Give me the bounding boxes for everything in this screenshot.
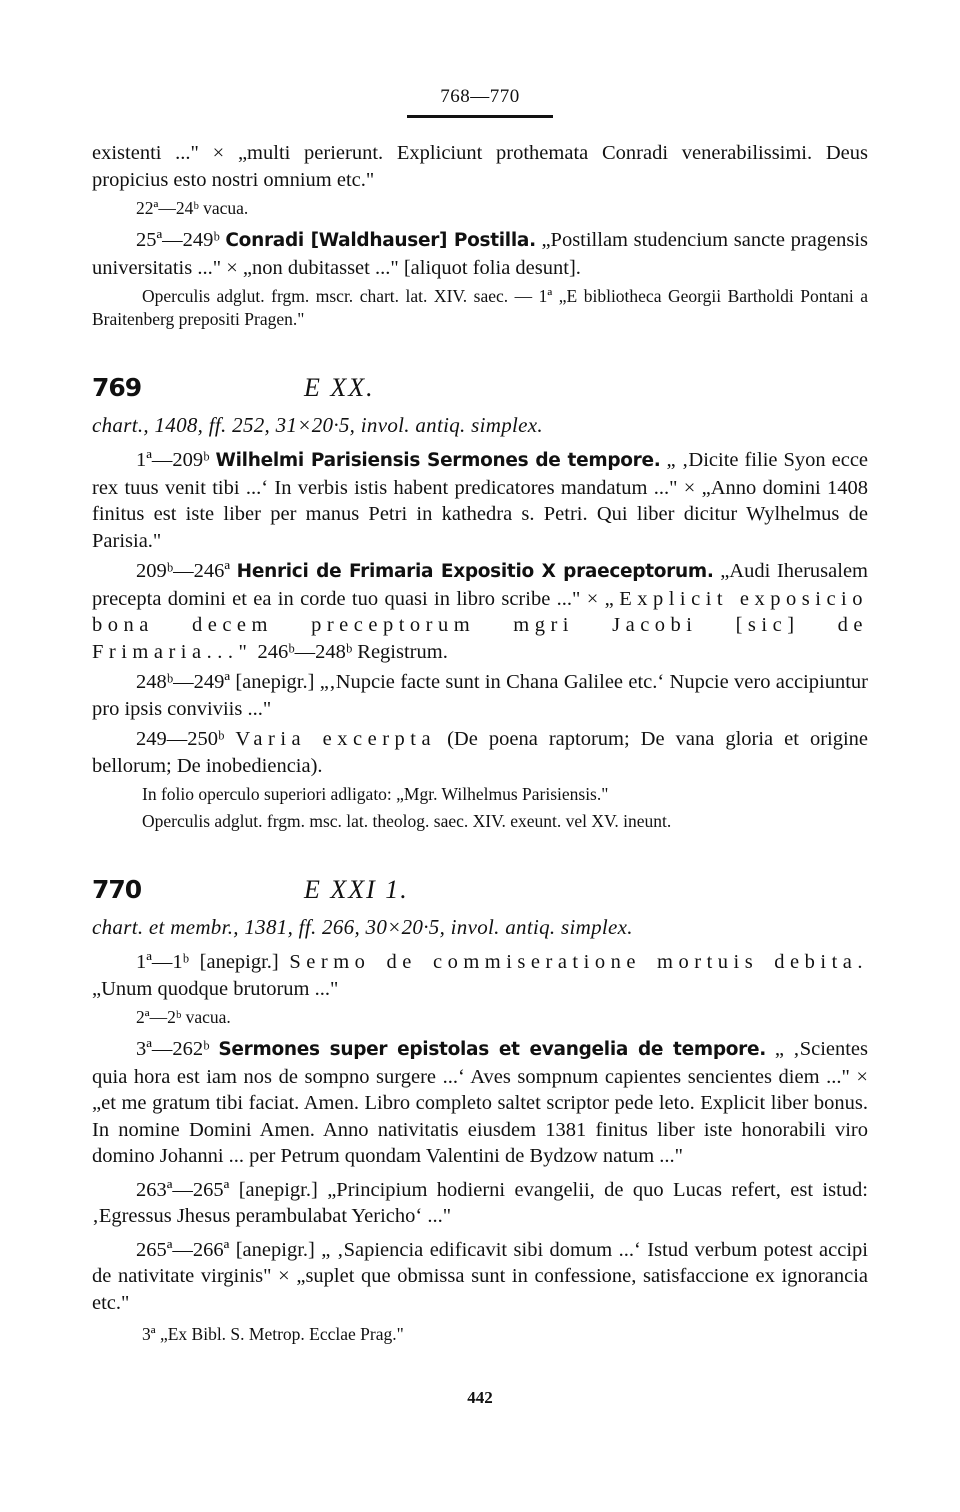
paragraph-expositio	[92, 558, 868, 665]
entry-769	[92, 373, 868, 833]
entry-770	[92, 875, 868, 1346]
entry-number: 769	[92, 373, 142, 402]
spaced-title: Varia excerpta	[235, 728, 437, 750]
folio-range: 1ª—209ᵇ	[136, 449, 210, 471]
paragraph-sermones-epistolas	[92, 1036, 868, 1170]
header-rule	[407, 115, 553, 118]
incipit-text: „ ‚Dicite filie Syon ecce rex tuus venit tibi ...‘ In verbis istis habent predicatores mandatum ..." × „Anno domini 1408 finitus est iste liber per manus Petri in kathedra s. Petri. Qui liber dicitur Wylhelmus de Parisia."	[92, 449, 869, 552]
paragraph-varia	[92, 726, 868, 779]
entry-heading	[92, 875, 868, 905]
folio-range: 3ª—262ᵇ	[136, 1038, 210, 1060]
provenance-note: Operculis adglut. frgm. mscr. chart. lat. XIV. saec. — 1ª „E bibliotheca Georgii Bartholdi Pontani a Braitenberg prepositi Pragen."	[92, 286, 868, 329]
paragraph-vacua: 2ª—2ᵇ vacua.	[136, 1007, 231, 1027]
paragraph-vacua: 22ª—24ᵇ vacua.	[136, 198, 249, 218]
incipit-text: „ ‚Scientes quia hora est iam nos de sompno surgere ...‘ Aves sompnum capientes sencientes diem ..." × „et me gratum tibi faciat. Amen. Libro completo saltet scriptor pede leto. Explicit liber bonus. In nomine Domini Amen. Anno nativitatis eiusdem 1381 finitus liber iste honorabili viro domino Johanni ... per Petrum quondam Valentini de Bydzow natum ..."	[92, 1038, 869, 1167]
contents-text: (De poena raptorum; De vana gloria et origine bellorum; De inobediencia).	[92, 728, 869, 777]
note-operculis: Operculis adglut. frgm. msc. lat. theolog. saec. XIV. exeunt. vel XV. ineunt.	[142, 811, 672, 831]
catalog-page	[92, 86, 868, 1408]
entry-heading	[92, 373, 868, 403]
paragraph-sermones	[92, 447, 868, 554]
folio-range: 249—250ᵇ	[136, 728, 225, 750]
note-folio: In folio operculo superiori adligato: „Mgr. Wilhelmus Parisiensis."	[142, 784, 609, 804]
shelf-signature: E XXI 1.	[304, 875, 409, 904]
paragraph: existenti ..." × „multi perierunt. Expliciunt prothemata Conradi venerabilissimi. Deus propicius esto nostri omnium etc."	[92, 142, 868, 191]
anepigr-label: [anepigr.]	[199, 951, 279, 973]
paragraph-nupcie: 248ᵇ—249ª [anepigr.] „‚Nupcie facte sunt in Chana Galilee etc.‘ Nupcie vero accipiuntur pro ipsis conviviis ..."	[92, 671, 868, 720]
work-title: Conradi [Waldhauser] Postilla.	[225, 230, 536, 251]
spaced-title: Sermo de commiseratione mortuis debita.	[289, 951, 869, 973]
shelf-signature: E XX.	[304, 373, 375, 402]
page-number: 442	[467, 1388, 493, 1407]
paragraph-sermo	[92, 949, 868, 1002]
incipit-text: „Unum quodque brutorum ..."	[92, 977, 339, 1000]
codex-description: chart. et membr., 1381, ff. 266, 30×20·5, invol. antiq. simplex.	[92, 915, 633, 939]
entry-number: 770	[92, 875, 142, 904]
running-header: 768—770	[440, 86, 520, 107]
folio-range: 1ª—1ᵇ	[136, 951, 190, 973]
folio-range: 25ª—249ᵇ	[136, 229, 220, 251]
entry-768-continuation	[92, 140, 868, 331]
spaced-explicit: „Explicit exposicio bona decem preceptorum mgri Jacobi [sic] de Frimaria..."	[92, 587, 868, 663]
paragraph-sapiencia: 265ª—266ª [anepigr.] „ ‚Sapiencia edificavit sibi domum ...‘ Istud verbum potest accipi de nativitate virginis" × „suplet que obmissa sunt in confessione, satisfaccione ex ignorancia etc."	[92, 1238, 868, 1314]
work-title: Wilhelmi Parisiensis Sermones de tempore.	[215, 450, 661, 471]
codex-description: chart., 1408, ff. 252, 31×20·5, invol. antiq. simplex.	[92, 413, 543, 437]
incipit-text: „Audi Iherusalem precepta domini et ea in corde tuo quasi in libro scribe ..." ×	[92, 560, 868, 610]
folio-range: 209ᵇ—246ª	[136, 560, 231, 582]
provenance-note: 3ª „Ex Bibl. S. Metrop. Ecclae Prag."	[142, 1324, 404, 1344]
work-title: Henrici de Frimaria Expositio X praeceptorum.	[236, 561, 714, 582]
registrum-text: 246ᵇ—248ᵇ Registrum.	[257, 640, 448, 663]
incipit-text: „Postillam studencium sancte pragensis universitatis ..." × „non dubitasset ..." [aliquot folia desunt].	[92, 229, 869, 279]
paragraph-postilla	[92, 227, 868, 281]
paragraph-principium: 263ª—265ª [anepigr.] „Principium hodierni evangelii, de quo Lucas refert, est istud: ‚Egressus Jhesus perambulabat Yericho‘ ..."	[92, 1178, 868, 1227]
work-title: Sermones super epistolas et evangelia de tempore.	[218, 1039, 766, 1060]
